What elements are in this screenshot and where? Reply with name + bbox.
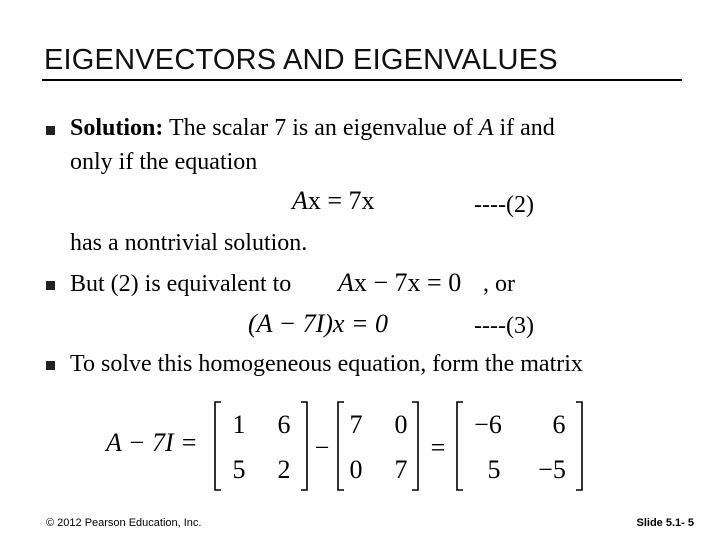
- m1-cell-10: 5: [232, 455, 246, 484]
- equation-3: (A − 7I)x = 0: [248, 309, 389, 338]
- matrix-1-left-bracket: [215, 402, 221, 490]
- inline-equation: [338, 268, 461, 298]
- slide-title: EIGENVECTORS AND EIGENVALUES: [44, 44, 558, 76]
- continuation-text: has a nontrivial solution.: [70, 230, 308, 256]
- title-rule: [42, 79, 682, 81]
- matrix-2-left-bracket: [338, 402, 344, 490]
- footer-slide-number: Slide 5.1- 5: [636, 517, 694, 529]
- matrix-3-right-bracket: [576, 402, 582, 490]
- bullet-marker-3: [46, 361, 55, 370]
- eq2-rest: x = 7x: [307, 186, 375, 215]
- bullet-3-text: To solve this homogeneous equation, form the matrix: [70, 351, 583, 377]
- m3-cell-11: −5: [538, 455, 566, 484]
- matrix-minus: −: [314, 433, 330, 462]
- equation-3-label: ----(3): [474, 313, 534, 339]
- bullet-1-var: A: [478, 115, 494, 141]
- m3-cell-00: −6: [474, 410, 502, 439]
- bullet-1-line-1: [70, 115, 555, 142]
- eq2-matrix-a: A: [292, 186, 308, 215]
- m1-cell-01: 6: [277, 410, 291, 439]
- m2-cell-10: 0: [349, 455, 363, 484]
- bullet-marker-1: [46, 126, 55, 135]
- inline-matrix-a: A: [338, 268, 354, 297]
- m2-cell-01: 0: [394, 410, 408, 439]
- inline-rest: x − 7x = 0: [353, 268, 462, 297]
- m1-cell-00: 1: [232, 410, 246, 439]
- matrix-3-left-bracket: [457, 402, 463, 490]
- bullet-2-after: , or: [483, 271, 515, 297]
- matrix-eq-lhs: A − 7I =: [106, 428, 198, 457]
- matrix-1-right-bracket: [301, 402, 307, 490]
- m1-cell-11: 2: [277, 455, 291, 484]
- equation-2: [292, 186, 375, 216]
- solution-label: Solution:: [70, 115, 164, 141]
- bullet-2-text: But (2) is equivalent to: [70, 271, 292, 297]
- bullet-1-text-a: The scalar 7 is an eigenvalue of: [163, 115, 479, 141]
- matrix-2-right-bracket: [412, 402, 418, 490]
- matrix-equals: =: [430, 433, 446, 462]
- m2-cell-11: 7: [394, 455, 408, 484]
- bullet-marker-2: [46, 281, 55, 290]
- m2-cell-00: 7: [349, 410, 363, 439]
- bullet-1-line-2: only if the equation: [70, 149, 258, 175]
- footer-copyright: © 2012 Pearson Education, Inc.: [46, 517, 202, 529]
- m3-cell-01: 6: [552, 410, 566, 439]
- bullet-1-text-b: if and: [493, 115, 555, 141]
- m3-cell-10: 5: [487, 455, 501, 484]
- equation-2-label: ----(2): [474, 192, 534, 218]
